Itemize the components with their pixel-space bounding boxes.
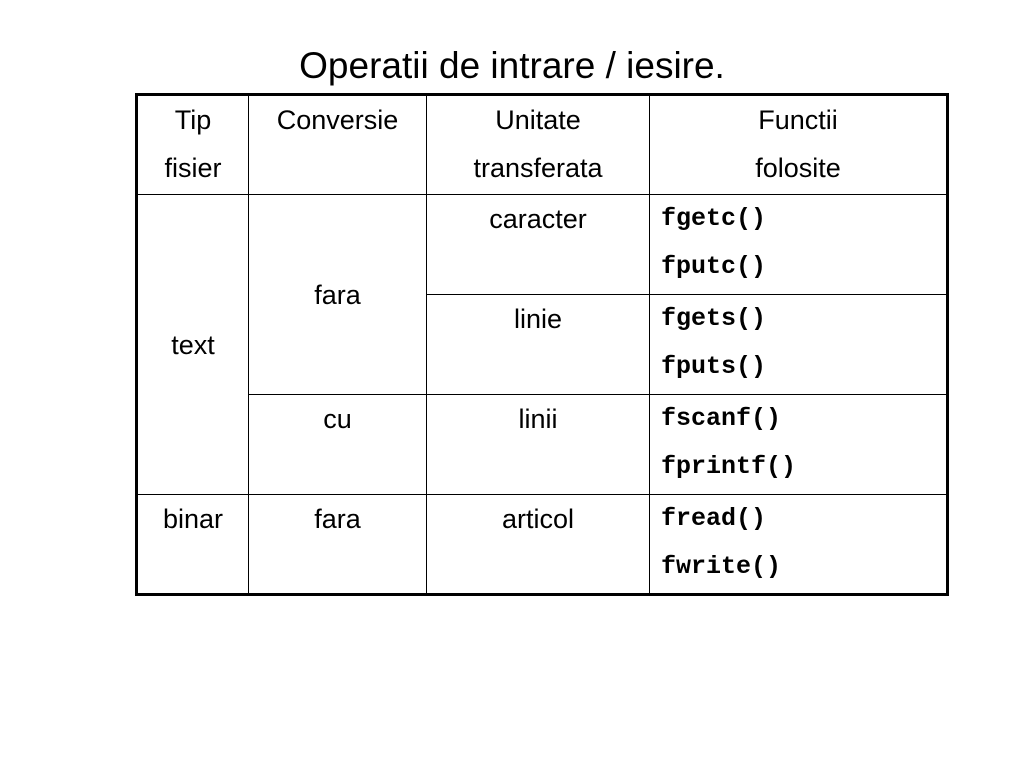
- cell-unitate-linie: linie: [427, 295, 650, 395]
- function-fputs: fputs(): [661, 352, 767, 381]
- function-fgetc: fgetc(): [661, 204, 767, 233]
- header-conversie: [249, 95, 427, 195]
- header-unitate-line-2: transferata: [473, 153, 603, 183]
- cell-unitate-caracter: caracter: [427, 195, 650, 295]
- function-fwrite: fwrite(): [661, 552, 782, 581]
- header-unitate-transferata: [427, 95, 650, 195]
- cell-conversie-cu: cu: [249, 395, 427, 495]
- header-functii-line-1: Functii: [758, 105, 838, 135]
- cell-functii-articol: [650, 495, 948, 595]
- cell-unitate-articol: articol: [427, 495, 650, 595]
- cell-tip-text: text: [137, 195, 249, 495]
- header-functii-folosite: [650, 95, 948, 195]
- io-operations-table: [135, 93, 949, 596]
- table-header-row: [137, 95, 948, 195]
- function-fgets: fgets(): [661, 304, 767, 333]
- header-tip-line-1: Tip: [174, 105, 212, 135]
- table-row: [137, 495, 948, 595]
- cell-functii-linie: [650, 295, 948, 395]
- function-fprintf: fprintf(): [661, 452, 797, 481]
- table-row: [137, 195, 948, 295]
- cell-conversie-fara: fara: [249, 195, 427, 395]
- header-tip-fisier: [137, 95, 249, 195]
- header-conversie-line-1: Conversie: [276, 105, 399, 135]
- header-tip-line-2: fisier: [164, 153, 222, 183]
- cell-conversie-fara-binar: fara: [249, 495, 427, 595]
- cell-unitate-linii: linii: [427, 395, 650, 495]
- header-unitate-line-1: Unitate: [495, 105, 581, 135]
- cell-functii-linii: [650, 395, 948, 495]
- slide-title: Operatii de intrare / iesire.: [299, 45, 725, 86]
- function-fread: fread(): [661, 504, 767, 533]
- cell-tip-binar: binar: [137, 495, 249, 595]
- table-row: [137, 395, 948, 495]
- function-fscanf: fscanf(): [661, 404, 782, 433]
- cell-functii-caracter: [650, 195, 948, 295]
- function-fputc: fputc(): [661, 252, 767, 281]
- header-functii-line-2: folosite: [755, 153, 841, 183]
